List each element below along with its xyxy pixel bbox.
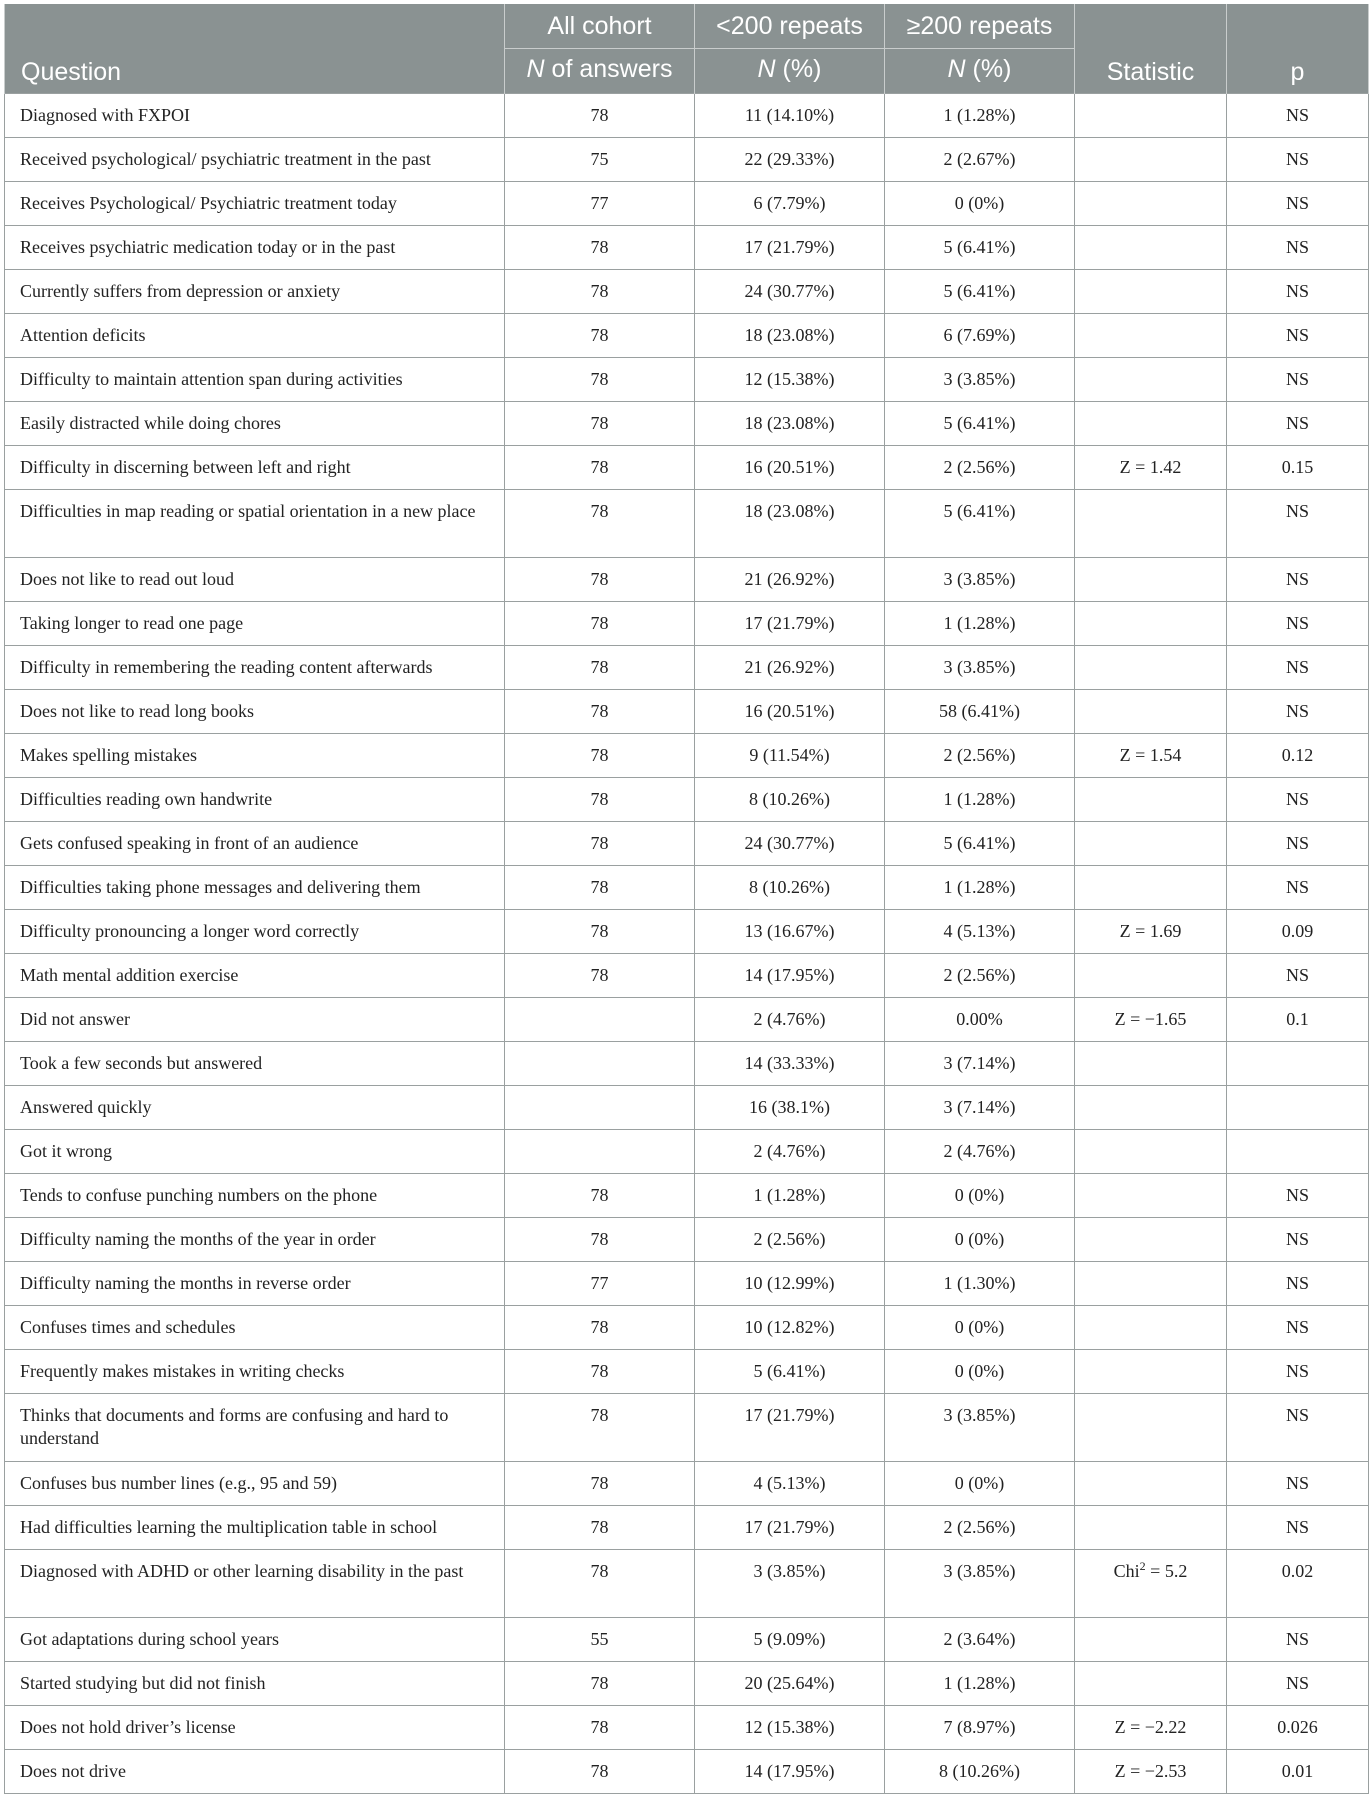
cell-lt200: 21 (26.92%) — [695, 558, 885, 602]
cell-lt200: 12 (15.38%) — [695, 1706, 885, 1750]
cell-question: Had difficulties learning the multiplication table in school — [5, 1506, 505, 1550]
cell-question: Got it wrong — [5, 1130, 505, 1174]
table-header — [5, 4, 1369, 94]
cell-statistic — [1075, 1350, 1227, 1394]
cell-question: Math mental addition exercise — [5, 954, 505, 998]
cell-lt200: 14 (33.33%) — [695, 1042, 885, 1086]
table-row — [5, 314, 1369, 358]
cell-ge200: 2 (4.76%) — [885, 1130, 1075, 1174]
cell-p: NS — [1227, 314, 1369, 358]
table-row — [5, 866, 1369, 910]
cell-ge200: 0 (0%) — [885, 1174, 1075, 1218]
table-row — [5, 1462, 1369, 1506]
cell-statistic: Z = −2.53 — [1075, 1750, 1227, 1794]
cell-ge200: 1 (1.28%) — [885, 778, 1075, 822]
cell-ge200: 1 (1.28%) — [885, 94, 1075, 138]
table-row — [5, 1130, 1369, 1174]
stat-chi-label: Chi — [1113, 1561, 1140, 1581]
cell-question: Difficulty in remembering the reading content afterwards — [5, 646, 505, 690]
cell-p: NS — [1227, 954, 1369, 998]
cell-ge200: 0 (0%) — [885, 182, 1075, 226]
cell-all: 78 — [505, 1350, 695, 1394]
cell-statistic: Z = 1.42 — [1075, 446, 1227, 490]
cell-ge200: 0 (0%) — [885, 1218, 1075, 1262]
cell-all: 75 — [505, 138, 695, 182]
header-n-of-answers — [505, 49, 695, 94]
cell-all: 55 — [505, 1618, 695, 1662]
cell-statistic — [1075, 1262, 1227, 1306]
cell-question: Tends to confuse punching numbers on the phone — [5, 1174, 505, 1218]
cell-lt200: 2 (4.76%) — [695, 998, 885, 1042]
table-row — [5, 446, 1369, 490]
cell-question: Difficulties taking phone messages and delivering them — [5, 866, 505, 910]
cell-ge200: 1 (1.30%) — [885, 1262, 1075, 1306]
cell-statistic — [1075, 822, 1227, 866]
cell-lt200: 18 (23.08%) — [695, 490, 885, 558]
cell-question: Receives psychiatric medication today or in the past — [5, 226, 505, 270]
cell-all: 78 — [505, 954, 695, 998]
cell-lt200: 11 (14.10%) — [695, 94, 885, 138]
header-question: Question — [5, 4, 505, 94]
table-row — [5, 1706, 1369, 1750]
cell-p: NS — [1227, 1394, 1369, 1462]
cell-ge200: 0.00% — [885, 998, 1075, 1042]
table-row — [5, 1262, 1369, 1306]
cell-all: 78 — [505, 1706, 695, 1750]
cell-p: NS — [1227, 226, 1369, 270]
cell-statistic — [1075, 1506, 1227, 1550]
cell-lt200: 1 (1.28%) — [695, 1174, 885, 1218]
cell-question: Got adaptations during school years — [5, 1618, 505, 1662]
table-row — [5, 646, 1369, 690]
cell-ge200: 3 (3.85%) — [885, 1394, 1075, 1462]
header-statistic: Statistic — [1075, 4, 1227, 94]
cell-ge200: 6 (7.69%) — [885, 314, 1075, 358]
cell-lt200: 5 (6.41%) — [695, 1350, 885, 1394]
header-n-italic: N — [947, 54, 966, 83]
cell-lt200: 3 (3.85%) — [695, 1550, 885, 1618]
table-row — [5, 822, 1369, 866]
cell-p: NS — [1227, 778, 1369, 822]
cell-lt200: 21 (26.92%) — [695, 646, 885, 690]
cell-ge200: 5 (6.41%) — [885, 822, 1075, 866]
table-row — [5, 558, 1369, 602]
table-row — [5, 1750, 1369, 1794]
cell-all: 78 — [505, 1174, 695, 1218]
cell-question: Diagnosed with ADHD or other learning disability in the past — [5, 1550, 505, 1618]
cell-statistic — [1075, 182, 1227, 226]
cell-question: Difficulties in map reading or spatial orientation in a new place — [5, 490, 505, 558]
cell-ge200: 0 (0%) — [885, 1306, 1075, 1350]
cell-p: NS — [1227, 1262, 1369, 1306]
header-n-italic: N — [757, 54, 776, 83]
cell-statistic — [1075, 1662, 1227, 1706]
cell-question: Easily distracted while doing chores — [5, 402, 505, 446]
cell-ge200: 2 (2.56%) — [885, 734, 1075, 778]
cell-statistic — [1075, 778, 1227, 822]
cell-statistic — [1075, 1462, 1227, 1506]
cell-statistic — [1075, 646, 1227, 690]
cell-p — [1227, 1130, 1369, 1174]
cell-p: NS — [1227, 1618, 1369, 1662]
cell-question: Taking longer to read one page — [5, 602, 505, 646]
cell-ge200: 4 (5.13%) — [885, 910, 1075, 954]
table-row — [5, 1174, 1369, 1218]
cell-statistic — [1075, 1086, 1227, 1130]
cell-lt200: 22 (29.33%) — [695, 138, 885, 182]
cell-all — [505, 1086, 695, 1130]
header-pct-rest: (%) — [775, 54, 822, 83]
cell-ge200: 5 (6.41%) — [885, 402, 1075, 446]
cell-all: 78 — [505, 1306, 695, 1350]
header-ge200: ≥200 repeats — [885, 4, 1075, 49]
cell-statistic — [1075, 490, 1227, 558]
cell-all: 78 — [505, 602, 695, 646]
header-pct-rest: (%) — [965, 54, 1012, 83]
cell-all: 78 — [505, 910, 695, 954]
cell-question: Gets confused speaking in front of an audience — [5, 822, 505, 866]
cell-question: Confuses times and schedules — [5, 1306, 505, 1350]
cell-all: 78 — [505, 866, 695, 910]
cell-question: Makes spelling mistakes — [5, 734, 505, 778]
cell-all: 77 — [505, 182, 695, 226]
cell-p: 0.026 — [1227, 1706, 1369, 1750]
cell-question: Does not like to read long books — [5, 690, 505, 734]
cell-lt200: 14 (17.95%) — [695, 954, 885, 998]
header-all-cohort: All cohort — [505, 4, 695, 49]
cell-lt200: 2 (2.56%) — [695, 1218, 885, 1262]
cell-statistic — [1075, 1174, 1227, 1218]
table-row — [5, 1306, 1369, 1350]
cell-ge200: 2 (2.56%) — [885, 1506, 1075, 1550]
cell-ge200: 3 (7.14%) — [885, 1086, 1075, 1130]
cell-all — [505, 1130, 695, 1174]
cell-p — [1227, 1042, 1369, 1086]
cell-ge200: 5 (6.41%) — [885, 270, 1075, 314]
cell-all: 78 — [505, 1550, 695, 1618]
cell-lt200: 17 (21.79%) — [695, 602, 885, 646]
table-row — [5, 94, 1369, 138]
cell-lt200: 14 (17.95%) — [695, 1750, 885, 1794]
cell-question: Started studying but did not finish — [5, 1662, 505, 1706]
cell-ge200: 3 (7.14%) — [885, 1042, 1075, 1086]
header-n-pct-lt — [695, 49, 885, 94]
cell-all: 78 — [505, 1506, 695, 1550]
cell-all: 78 — [505, 358, 695, 402]
cell-ge200: 1 (1.28%) — [885, 602, 1075, 646]
cell-all: 78 — [505, 1394, 695, 1462]
cell-lt200: 4 (5.13%) — [695, 1462, 885, 1506]
cell-lt200: 10 (12.99%) — [695, 1262, 885, 1306]
cell-ge200: 2 (2.56%) — [885, 954, 1075, 998]
cell-question: Difficulty pronouncing a longer word correctly — [5, 910, 505, 954]
cell-p: NS — [1227, 270, 1369, 314]
table-row — [5, 1218, 1369, 1262]
table-row — [5, 690, 1369, 734]
cell-question: Attention deficits — [5, 314, 505, 358]
cell-p: NS — [1227, 558, 1369, 602]
table-row — [5, 1350, 1369, 1394]
header-lt200: <200 repeats — [695, 4, 885, 49]
cell-lt200: 17 (21.79%) — [695, 226, 885, 270]
cell-p: NS — [1227, 1662, 1369, 1706]
cell-question: Took a few seconds but answered — [5, 1042, 505, 1086]
cell-statistic — [1075, 226, 1227, 270]
cell-ge200: 7 (8.97%) — [885, 1706, 1075, 1750]
cell-p: 0.01 — [1227, 1750, 1369, 1794]
header-n-italic: N — [526, 54, 545, 83]
cell-p: 0.09 — [1227, 910, 1369, 954]
cell-statistic — [1075, 1218, 1227, 1262]
cell-ge200: 8 (10.26%) — [885, 1750, 1075, 1794]
cell-statistic — [1075, 558, 1227, 602]
cell-question: Diagnosed with FXPOI — [5, 94, 505, 138]
cell-p: 0.12 — [1227, 734, 1369, 778]
table-row — [5, 910, 1369, 954]
data-table-container — [4, 4, 1368, 1794]
questionnaire-table — [4, 4, 1369, 1794]
cell-ge200: 1 (1.28%) — [885, 1662, 1075, 1706]
cell-lt200: 18 (23.08%) — [695, 314, 885, 358]
header-n-pct-ge — [885, 49, 1075, 94]
cell-statistic — [1075, 1042, 1227, 1086]
cell-statistic — [1075, 1394, 1227, 1462]
cell-ge200: 5 (6.41%) — [885, 490, 1075, 558]
table-row — [5, 998, 1369, 1042]
cell-statistic — [1075, 866, 1227, 910]
cell-lt200: 8 (10.26%) — [695, 778, 885, 822]
cell-question: Confuses bus number lines (e.g., 95 and 59) — [5, 1462, 505, 1506]
cell-question: Did not answer — [5, 998, 505, 1042]
cell-statistic — [1075, 954, 1227, 998]
cell-all: 78 — [505, 734, 695, 778]
cell-p: NS — [1227, 602, 1369, 646]
cell-statistic — [1075, 270, 1227, 314]
cell-lt200: 20 (25.64%) — [695, 1662, 885, 1706]
table-row — [5, 226, 1369, 270]
cell-lt200: 5 (9.09%) — [695, 1618, 885, 1662]
cell-lt200: 10 (12.82%) — [695, 1306, 885, 1350]
cell-question: Does not like to read out loud — [5, 558, 505, 602]
cell-lt200: 16 (20.51%) — [695, 690, 885, 734]
cell-question: Does not drive — [5, 1750, 505, 1794]
cell-all: 78 — [505, 1662, 695, 1706]
cell-p: NS — [1227, 358, 1369, 402]
cell-all: 78 — [505, 778, 695, 822]
cell-p: NS — [1227, 690, 1369, 734]
cell-question: Does not hold driver’s license — [5, 1706, 505, 1750]
cell-question: Difficulty in discerning between left and right — [5, 446, 505, 490]
cell-p: NS — [1227, 1174, 1369, 1218]
cell-ge200: 3 (3.85%) — [885, 646, 1075, 690]
table-row — [5, 954, 1369, 998]
cell-lt200: 9 (11.54%) — [695, 734, 885, 778]
cell-all: 78 — [505, 558, 695, 602]
cell-p: NS — [1227, 866, 1369, 910]
cell-statistic — [1075, 314, 1227, 358]
cell-all: 78 — [505, 270, 695, 314]
cell-question: Frequently makes mistakes in writing checks — [5, 1350, 505, 1394]
cell-question: Receives Psychological/ Psychiatric treatment today — [5, 182, 505, 226]
cell-lt200: 17 (21.79%) — [695, 1506, 885, 1550]
cell-all: 78 — [505, 646, 695, 690]
cell-statistic — [1075, 690, 1227, 734]
cell-statistic — [1075, 138, 1227, 182]
stat-chi-superscript: 2 — [1139, 1559, 1146, 1573]
cell-all: 78 — [505, 1462, 695, 1506]
cell-statistic: Z = 1.54 — [1075, 734, 1227, 778]
cell-question: Difficulty naming the months in reverse order — [5, 1262, 505, 1306]
table-row — [5, 1042, 1369, 1086]
cell-p: NS — [1227, 1350, 1369, 1394]
cell-ge200: 58 (6.41%) — [885, 690, 1075, 734]
cell-statistic — [1075, 358, 1227, 402]
cell-p: 0.02 — [1227, 1550, 1369, 1618]
cell-lt200: 18 (23.08%) — [695, 402, 885, 446]
cell-p: NS — [1227, 182, 1369, 226]
table-row — [5, 1550, 1369, 1618]
cell-ge200: 3 (3.85%) — [885, 1550, 1075, 1618]
cell-lt200: 13 (16.67%) — [695, 910, 885, 954]
cell-p: NS — [1227, 1462, 1369, 1506]
cell-all: 78 — [505, 226, 695, 270]
cell-ge200: 1 (1.28%) — [885, 866, 1075, 910]
cell-lt200: 24 (30.77%) — [695, 270, 885, 314]
cell-all: 78 — [505, 1750, 695, 1794]
table-row — [5, 1662, 1369, 1706]
cell-p: NS — [1227, 1218, 1369, 1262]
table-row — [5, 602, 1369, 646]
cell-lt200: 2 (4.76%) — [695, 1130, 885, 1174]
cell-p: NS — [1227, 822, 1369, 866]
cell-p: NS — [1227, 402, 1369, 446]
cell-question: Received psychological/ psychiatric treatment in the past — [5, 138, 505, 182]
cell-statistic — [1075, 1550, 1227, 1618]
cell-ge200: 3 (3.85%) — [885, 558, 1075, 602]
cell-question: Difficulty naming the months of the year in order — [5, 1218, 505, 1262]
cell-statistic — [1075, 1306, 1227, 1350]
cell-statistic — [1075, 402, 1227, 446]
table-row — [5, 778, 1369, 822]
header-p: p — [1227, 4, 1369, 94]
cell-lt200: 16 (38.1%) — [695, 1086, 885, 1130]
table-row — [5, 734, 1369, 778]
cell-statistic: Z = 1.69 — [1075, 910, 1227, 954]
cell-statistic: Z = −1.65 — [1075, 998, 1227, 1042]
cell-p: NS — [1227, 138, 1369, 182]
stat-chi-value: = 5.2 — [1145, 1561, 1188, 1581]
table-row — [5, 138, 1369, 182]
cell-ge200: 0 (0%) — [885, 1462, 1075, 1506]
cell-all: 78 — [505, 690, 695, 734]
table-row — [5, 1394, 1369, 1462]
cell-ge200: 2 (2.67%) — [885, 138, 1075, 182]
table-row — [5, 490, 1369, 558]
cell-ge200: 3 (3.85%) — [885, 358, 1075, 402]
cell-all: 78 — [505, 314, 695, 358]
cell-statistic — [1075, 1618, 1227, 1662]
cell-statistic: Z = −2.22 — [1075, 1706, 1227, 1750]
table-row — [5, 270, 1369, 314]
cell-all: 78 — [505, 1218, 695, 1262]
table-row — [5, 1506, 1369, 1550]
table-row — [5, 1086, 1369, 1130]
cell-lt200: 12 (15.38%) — [695, 358, 885, 402]
cell-lt200: 16 (20.51%) — [695, 446, 885, 490]
cell-question: Answered quickly — [5, 1086, 505, 1130]
cell-question: Currently suffers from depression or anxiety — [5, 270, 505, 314]
cell-question: Thinks that documents and forms are confusing and hard to understand — [5, 1394, 505, 1462]
cell-all: 77 — [505, 1262, 695, 1306]
cell-ge200: 2 (3.64%) — [885, 1618, 1075, 1662]
cell-p: NS — [1227, 94, 1369, 138]
table-row — [5, 1618, 1369, 1662]
cell-lt200: 6 (7.79%) — [695, 182, 885, 226]
table-row — [5, 182, 1369, 226]
cell-all: 78 — [505, 822, 695, 866]
cell-lt200: 17 (21.79%) — [695, 1394, 885, 1462]
cell-p: NS — [1227, 1506, 1369, 1550]
cell-question: Difficulties reading own handwrite — [5, 778, 505, 822]
table-row — [5, 358, 1369, 402]
cell-question: Difficulty to maintain attention span during activities — [5, 358, 505, 402]
cell-ge200: 2 (2.56%) — [885, 446, 1075, 490]
cell-statistic — [1075, 1130, 1227, 1174]
cell-statistic — [1075, 602, 1227, 646]
cell-ge200: 0 (0%) — [885, 1350, 1075, 1394]
cell-p: NS — [1227, 490, 1369, 558]
cell-statistic — [1075, 94, 1227, 138]
cell-p: 0.15 — [1227, 446, 1369, 490]
cell-p: NS — [1227, 1306, 1369, 1350]
cell-all: 78 — [505, 446, 695, 490]
cell-ge200: 5 (6.41%) — [885, 226, 1075, 270]
header-n-rest: of answers — [544, 54, 673, 83]
table-body — [5, 94, 1369, 1794]
cell-lt200: 8 (10.26%) — [695, 866, 885, 910]
table-row — [5, 402, 1369, 446]
cell-p: NS — [1227, 646, 1369, 690]
cell-all: 78 — [505, 490, 695, 558]
cell-all — [505, 1042, 695, 1086]
cell-all — [505, 998, 695, 1042]
cell-all: 78 — [505, 94, 695, 138]
cell-p — [1227, 1086, 1369, 1130]
cell-p: 0.1 — [1227, 998, 1369, 1042]
cell-lt200: 24 (30.77%) — [695, 822, 885, 866]
cell-all: 78 — [505, 402, 695, 446]
